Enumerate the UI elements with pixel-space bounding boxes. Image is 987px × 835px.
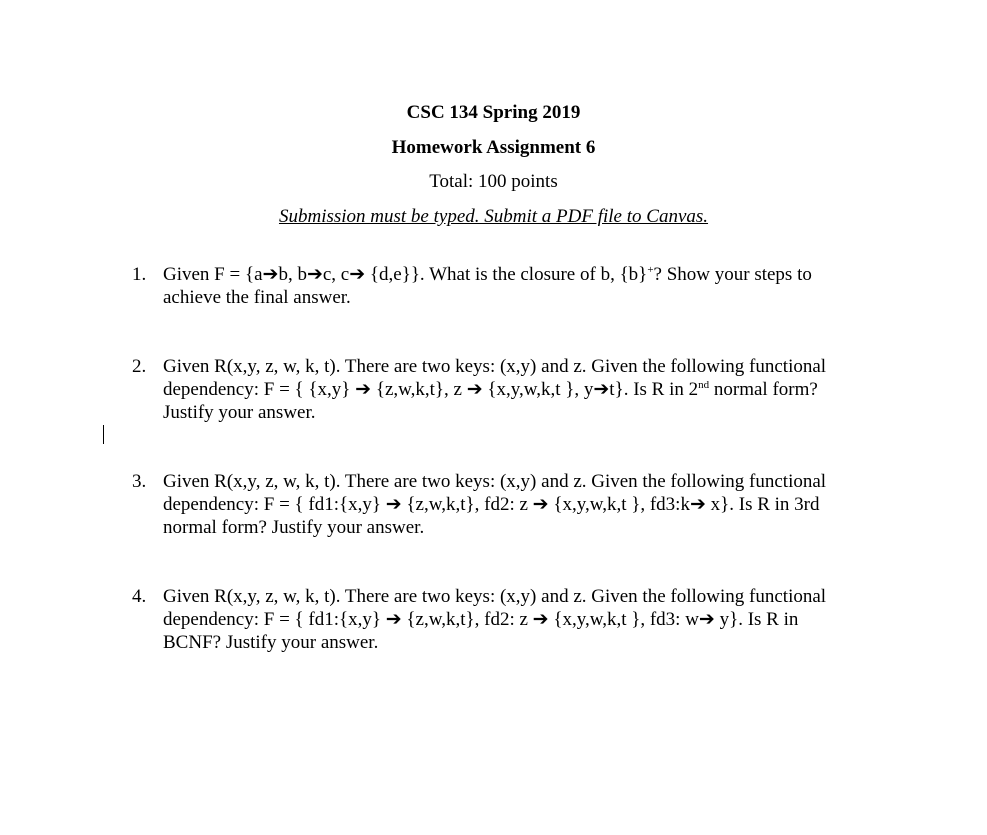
- question-text: [163, 355, 826, 424]
- question-text: [163, 470, 826, 539]
- question-text: [163, 585, 826, 654]
- text-cursor: [103, 425, 104, 444]
- question-1: [132, 263, 892, 309]
- question-line-text: Given F = {a➔b, b➔c, c➔ {d,e}}. What is the closure of b, {b}: [163, 264, 648, 285]
- question-line-text: dependency: F = { {x,y} ➔ {z,w,k,t}, z ➔ {x,y,w,k,t }, y➔t}. Is R in 2: [163, 379, 699, 400]
- superscript: nd: [698, 379, 710, 391]
- question-line: [163, 378, 826, 401]
- question-4: [132, 585, 892, 654]
- question-line: achieve the final answer.: [163, 287, 351, 308]
- total-points: Total: 100 points: [429, 171, 558, 192]
- question-text: [163, 263, 812, 309]
- course-title: CSC 134 Spring 2019: [406, 102, 581, 123]
- question-3: [132, 470, 892, 539]
- question-2: [132, 355, 892, 424]
- submission-note: Submission must be typed. Submit a PDF file to Canvas.: [278, 206, 709, 227]
- superscript: +: [647, 264, 654, 276]
- question-number: 3.: [132, 471, 147, 492]
- question-line: BCNF? Justify your answer.: [163, 632, 379, 653]
- question-number: 2.: [132, 356, 147, 377]
- question-line: Justify your answer.: [163, 402, 316, 423]
- question-line: dependency: F = { fd1:{x,y} ➔ {z,w,k,t}, fd2: z ➔ {x,y,w,k,t }, fd3: w➔ y}. Is R in: [163, 609, 799, 630]
- question-line-tail: ? Show your steps to: [653, 264, 812, 285]
- question-line: Given R(x,y, z, w, k, t). There are two keys: (x,y) and z. Given the following functional: [163, 356, 827, 377]
- question-line: normal form? Justify your answer.: [163, 517, 425, 538]
- question-line: [163, 263, 812, 286]
- assignment-title: Homework Assignment 6: [391, 137, 596, 158]
- question-line: Given R(x,y, z, w, k, t). There are two keys: (x,y) and z. Given the following functional: [163, 586, 827, 607]
- question-line: Given R(x,y, z, w, k, t). There are two keys: (x,y) and z. Given the following functional: [163, 471, 827, 492]
- question-line: dependency: F = { fd1:{x,y} ➔ {z,w,k,t}, fd2: z ➔ {x,y,w,k,t }, fd3:k➔ x}. Is R in 3rd: [163, 494, 820, 515]
- question-number: 1.: [132, 264, 147, 285]
- question-number: 4.: [132, 586, 147, 607]
- question-line-tail: normal form?: [709, 379, 818, 400]
